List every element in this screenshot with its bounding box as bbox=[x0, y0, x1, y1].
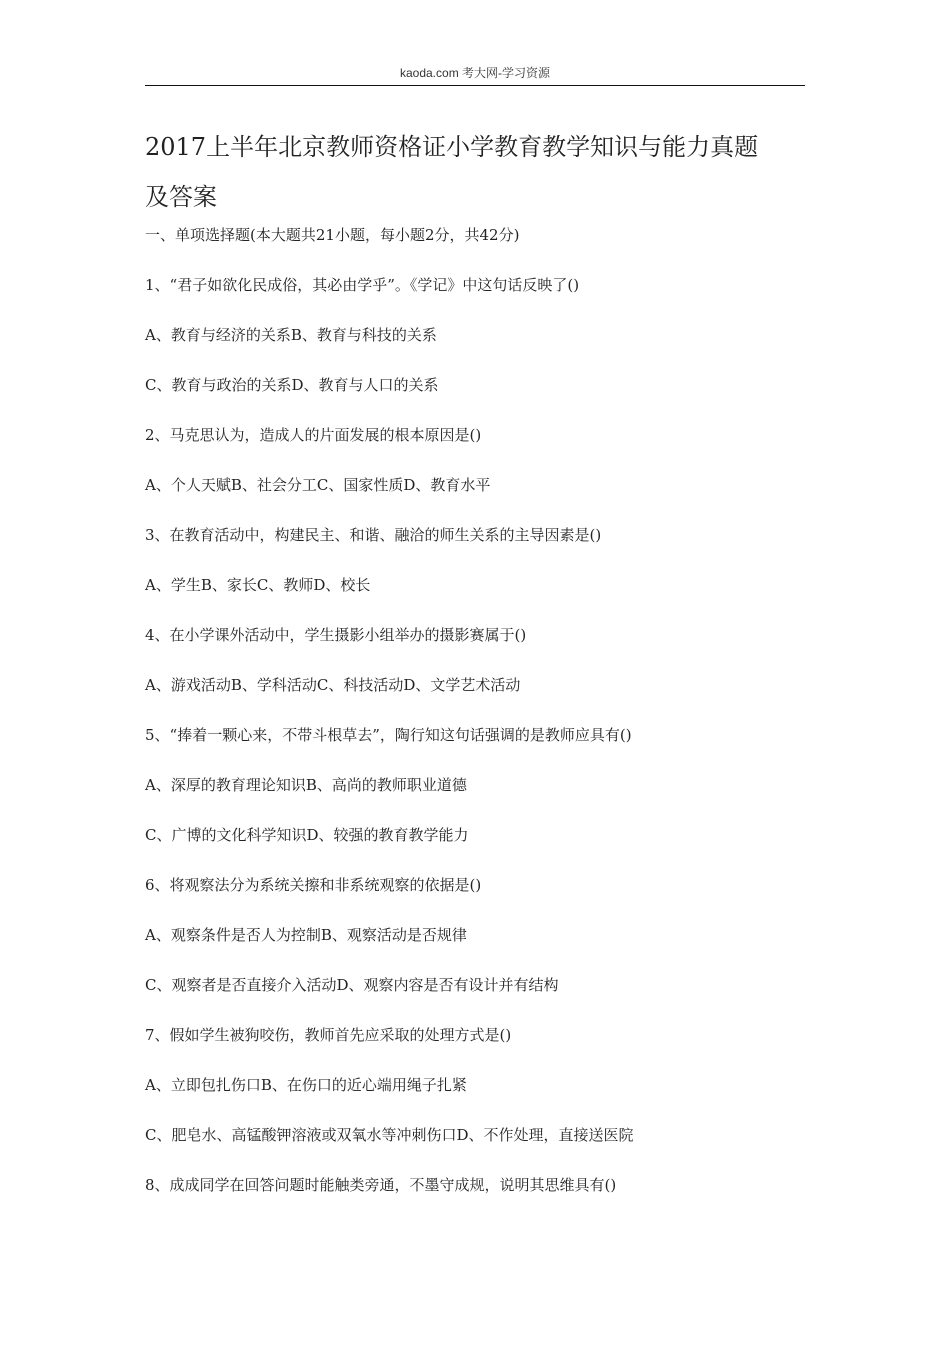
question-line: 3、在教育活动中，构建民主、和谐、融洽的师生关系的主导因素是() bbox=[145, 526, 602, 544]
document-title-line-1: 2017上半年北京教师资格证小学教育教学知识与能力真题 bbox=[145, 133, 759, 161]
question-line: 6、将观察法分为系统关擦和非系统观察的依据是() bbox=[145, 876, 482, 894]
document-title-line-2: 及答案 bbox=[145, 183, 217, 211]
option-line: A、学生B、家长C、教师D、校长 bbox=[145, 576, 371, 594]
option-line: A、观察条件是否人为控制B、观察活动是否规律 bbox=[145, 926, 467, 944]
option-line: A、个人天赋B、社会分工C、国家性质D、教育水平 bbox=[145, 476, 491, 494]
option-line: C、广博的文化科学知识D、较强的教育教学能力 bbox=[145, 826, 469, 844]
question-line: 2、马克思认为，造成人的片面发展的根本原因是() bbox=[145, 426, 482, 444]
option-line: A、深厚的教育理论知识B、高尚的教师职业道德 bbox=[145, 776, 467, 794]
question-line: 7、假如学生被狗咬伤，教师首先应采取的处理方式是() bbox=[145, 1026, 512, 1044]
option-line: C、教育与政治的关系D、教育与人口的关系 bbox=[145, 376, 439, 394]
option-line: A、教育与经济的关系B、教育与科技的关系 bbox=[145, 326, 437, 344]
question-line: 1、“君子如欲化民成俗，其必由学乎”。《学记》中这句话反映了() bbox=[145, 276, 580, 294]
question-line: 4、在小学课外活动中，学生摄影小组举办的摄影赛属于() bbox=[145, 626, 527, 644]
page-header: kaoda.com 考大网-学习资源 bbox=[399, 66, 551, 80]
question-line: 5、“捧着一颗心来，不带斗根草去”，陶行知这句话强调的是教师应具有() bbox=[145, 726, 632, 744]
header-divider bbox=[145, 85, 805, 86]
option-line: A、游戏活动B、学科活动C、科技活动D、文学艺术活动 bbox=[145, 676, 521, 694]
option-line: A、立即包扎伤口B、在伤口的近心端用绳子扎紧 bbox=[145, 1076, 467, 1094]
option-line: C、观察者是否直接介入活动D、观察内容是否有设计并有结构 bbox=[145, 976, 559, 994]
question-line: 8、成成同学在回答问题时能触类旁通，不墨守成规，说明其思维具有() bbox=[145, 1176, 617, 1194]
section-heading: 一、单项选择题(本大题共21小题，每小题2分，共42分) bbox=[145, 226, 520, 244]
option-line: C、肥皂水、高锰酸钾溶液或双氧水等冲刺伤口D、不作处理，直接送医院 bbox=[145, 1126, 634, 1144]
